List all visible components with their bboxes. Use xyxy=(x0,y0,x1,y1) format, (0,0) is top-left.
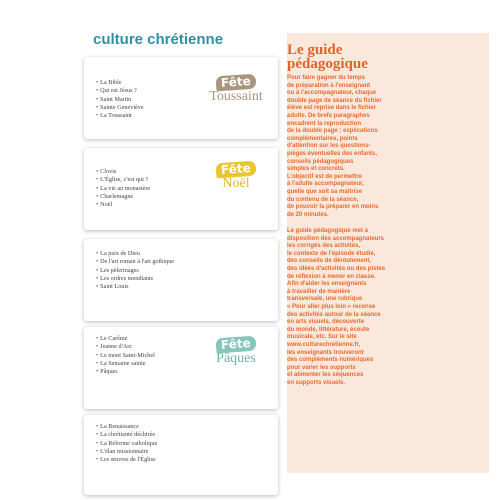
chapter-card-toussaint xyxy=(84,57,278,139)
guide-paragraph-2: Le guide pédagogique met à disposition des accompagnateurs les corrigés des activités, le contexte de l'épisode étudié, des conseils de déroulement, des idées d'activités ou des pistes de réflexion à mener en classe. Afin d'aider les enseignants à travailler de manière transversale, une rubrique « Pour aller plus loin » recense des activités autour de la séance en arts visuels, découverte du monde, littérature, écoute musicale, etc. Sur le site www.culturechretienne.fr, les enseignants trouveront des compléments numériques pour varier les supports et alimenter les séquences en supports visuels. xyxy=(287,228,386,386)
list-item: • Les pèlerinages xyxy=(96,267,174,275)
list-item: • La Renaissance xyxy=(96,423,157,431)
chapter-list xyxy=(96,250,174,291)
chapter-card-noel xyxy=(84,148,278,230)
chapter-list xyxy=(96,335,155,376)
list-item: • Les ordres mendiants xyxy=(96,275,174,283)
list-item: • Qui est Jésus ? xyxy=(96,87,144,95)
fete-label: Fête xyxy=(216,161,257,179)
fete-badge-toussaint xyxy=(196,73,276,105)
fete-name: Toussaint xyxy=(209,89,263,104)
guide-title-line2: pédagogique xyxy=(287,56,368,72)
chapter-list xyxy=(96,168,150,209)
list-item: • Les œuvres de l'Église xyxy=(96,456,157,464)
list-item: • Sainte Geneviève xyxy=(96,104,144,112)
fete-badge-paques xyxy=(202,335,270,367)
list-item: • Pâques xyxy=(96,368,155,376)
fete-label: Fête xyxy=(216,74,257,92)
list-item: • L'élan missionnaire xyxy=(96,448,157,456)
list-item: • Noël xyxy=(96,201,150,209)
guide-paragraph-1: Pour faire gagner du temps de préparation à l'enseignant ou à l'accompagnateur, chaque double page de séance du fichier élève est reprise dans le fichier adulte. De brefs paragraphes encadrent la reproduction de la double page : explications complémentaires, points d'attention sur les questions- pièges éventuelles des enfants, conseils pédagogiques simples et concrets. L'objectif est de permettre à l'adulte accompagnateur, quelle que soit sa maîtrise du contenu de la séance, de pouvoir la préparer en moins de 20 minutes. xyxy=(287,75,382,218)
list-item: • La Réforme catholique xyxy=(96,440,157,448)
chapter-card-middle-ages xyxy=(84,239,278,321)
list-item: • Saint Martin xyxy=(96,96,144,104)
list-item: • Charlemagne xyxy=(96,193,150,201)
fete-name: Noël xyxy=(222,176,250,191)
list-item: • La Bible xyxy=(96,79,144,87)
fete-badge-noel xyxy=(206,160,266,192)
list-item: • L'Église, c'est qui ? xyxy=(96,176,150,184)
list-item: • Jeanne d'Arc xyxy=(96,343,155,351)
fete-label: Fête xyxy=(216,336,257,354)
chapter-list xyxy=(96,79,144,120)
list-item: • Le mont Saint-Michel xyxy=(96,352,155,360)
list-item: • Clovis xyxy=(96,168,150,176)
page-title: culture chrétienne xyxy=(93,31,224,48)
list-item: • De l'art roman à l'art gothique xyxy=(96,258,174,266)
list-item: • La chrétienté déchirée xyxy=(96,431,157,439)
list-item: • Saint Louis xyxy=(96,283,174,291)
list-item: • Le Carême xyxy=(96,335,155,343)
list-item: • La paix de Dieu xyxy=(96,250,174,258)
chapter-card-paques xyxy=(84,327,278,409)
list-item: • La Toussaint xyxy=(96,112,144,120)
fete-name: Pâques xyxy=(216,351,256,366)
list-item: • La vie au monastère xyxy=(96,185,150,193)
chapter-list xyxy=(96,423,157,464)
chapter-card-renaissance xyxy=(84,415,278,495)
guide-title-line1: Le guide xyxy=(287,42,343,58)
guide-title xyxy=(287,43,368,71)
list-item: • La Semaine sainte xyxy=(96,360,155,368)
